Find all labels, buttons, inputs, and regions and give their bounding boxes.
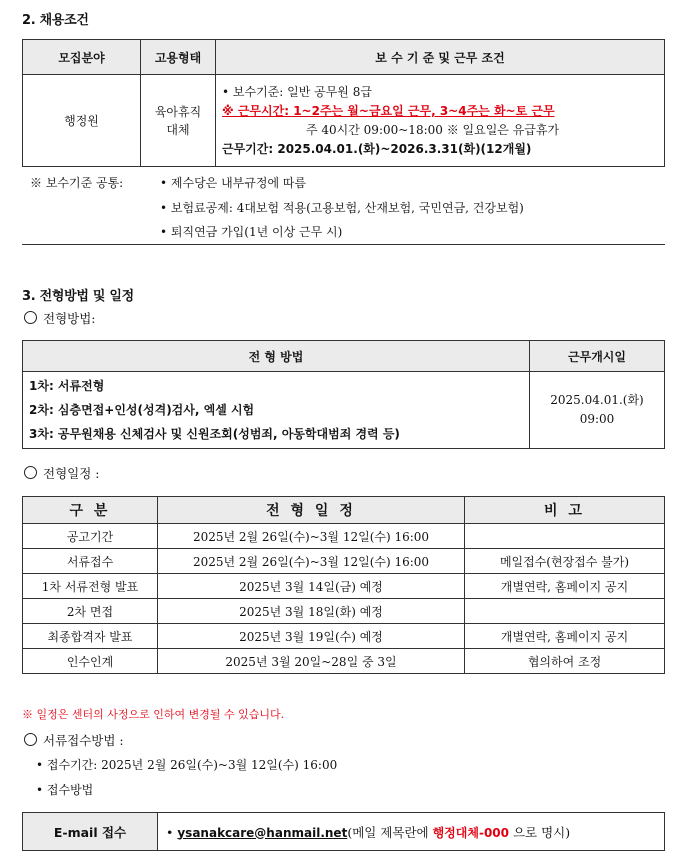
pay-standard: • 보수기준: 일반 공무원 8급: [222, 84, 372, 99]
row-schedule: 2025년 2월 26일(수)~3월 12일(수) 16:00: [158, 524, 465, 549]
row-remarks: 개별연락, 홈페이지 공지: [465, 574, 665, 599]
method-label: 전형방법:: [43, 311, 96, 326]
common-pay-item-3: • 퇴직연금 가입(1년 이상 근무 시): [160, 225, 343, 239]
row-category: 1차 서류전형 발표: [23, 574, 158, 599]
common-pay-label: ※ 보수기준 공통:: [30, 176, 124, 190]
header-pay-conditions: 보 수 기 준 및 근무 조건: [216, 40, 665, 75]
application-label-line: [24, 731, 124, 749]
row-category: 최종합격자 발표: [23, 624, 158, 649]
row-schedule: 2025년 3월 14일(금) 예정: [158, 574, 465, 599]
header-schedule: 전 형 일 정: [158, 497, 465, 524]
common-pay-item-1: • 제수당은 내부규정에 따름: [160, 176, 307, 190]
employment-type-cell: [141, 75, 216, 167]
header-remarks: 비 고: [465, 497, 665, 524]
row-remarks: 개별연락, 홈페이지 공지: [465, 624, 665, 649]
method-table: [22, 340, 665, 449]
circle-bullet-icon: [24, 466, 37, 479]
schedule-table: [22, 496, 665, 674]
start-date: 2025.04.01.(화): [550, 393, 644, 407]
table-row: [23, 649, 665, 674]
email-note-post: 으로 명시): [509, 824, 571, 840]
method-label-line: [24, 309, 96, 327]
application-period: • 접수기간: 2025년 2월 26일(수)~3월 12일(수) 16:00: [36, 758, 338, 772]
header-start-date: 근무개시일: [530, 341, 665, 372]
work-period: 근무기간: 2025.04.01.(화)~2026.3.31(화)(12개월): [222, 141, 532, 156]
header-employment-type: 고용형태: [141, 40, 216, 75]
email-cell: [158, 813, 665, 851]
table-row: [23, 524, 665, 549]
header-method: 전 형 방법: [23, 341, 530, 372]
divider-line: [22, 244, 665, 245]
table-row: [23, 599, 665, 624]
row-remarks: 메일접수(현장접수 불가): [465, 549, 665, 574]
common-pay-item-2: • 보험료공제: 4대보험 적용(고용보험, 산재보험, 국민연금, 건강보험): [160, 201, 524, 215]
email-table: [22, 812, 665, 851]
row-schedule: 2025년 3월 19일(수) 예정: [158, 624, 465, 649]
step-1: 1차: 서류전형: [29, 379, 105, 393]
email-subject: 행정대체-000: [432, 825, 509, 840]
email-bullet: •: [166, 824, 174, 840]
section-3-title: 3. 전형방법 및 일정: [22, 289, 134, 304]
circle-bullet-icon: [24, 733, 37, 746]
schedule-label-line: [24, 464, 100, 482]
row-schedule: 2025년 3월 20일~28일 중 3일: [158, 649, 465, 674]
table-row: [23, 624, 665, 649]
conditions-table: [22, 39, 665, 167]
employment-type-line1: 육아휴직: [154, 104, 202, 119]
start-time: 09:00: [579, 412, 615, 426]
row-category: 인수인계: [23, 649, 158, 674]
section-2-title: 2. 채용조건: [22, 13, 89, 28]
row-remarks: 협의하여 조정: [465, 649, 665, 674]
email-note-pre: (메일 제목란에: [347, 824, 433, 840]
row-remarks: [465, 524, 665, 549]
row-category: 2차 면접: [23, 599, 158, 624]
start-date-cell: [530, 372, 665, 449]
table-row: [23, 574, 665, 599]
email-link[interactable]: ysanakcare@hanmail.net: [177, 825, 348, 840]
header-field: 모집분야: [23, 40, 141, 75]
header-category: 구 분: [23, 497, 158, 524]
employment-type-line2: 대체: [166, 122, 190, 137]
field-cell: 행정원: [23, 75, 141, 167]
row-category: 공고기간: [23, 524, 158, 549]
email-label-cell: E-mail 접수: [23, 813, 158, 851]
step-2: 2차: 심층면접+인성(성격)검사, 엑셀 시험: [29, 403, 255, 417]
row-schedule: 2025년 3월 18일(화) 예정: [158, 599, 465, 624]
method-steps-cell: [23, 372, 530, 449]
schedule-label: 전형일정 :: [43, 466, 100, 481]
conditions-cell: [216, 75, 665, 167]
application-label: 서류접수방법 :: [43, 733, 124, 748]
step-3: 3차: 공무원채용 신체검사 및 신원조회(성범죄, 아동학대범죄 경력 등): [29, 427, 400, 441]
row-category: 서류접수: [23, 549, 158, 574]
application-method-label: • 접수방법: [36, 783, 94, 797]
weekly-hours: 주 40시간 09:00~18:00 ※ 일요일은 유급휴가: [306, 122, 560, 137]
row-remarks: [465, 599, 665, 624]
row-schedule: 2025년 2월 26일(수)~3월 12일(수) 16:00: [158, 549, 465, 574]
work-hours: ※ 근무시간: 1~2주는 월~금요일 근무, 3~4주는 화~토 근무: [222, 103, 555, 118]
circle-bullet-icon: [24, 311, 37, 324]
table-row: [23, 549, 665, 574]
schedule-note: ※ 일정은 센터의 사정으로 인하여 변경될 수 있습니다.: [22, 708, 285, 721]
